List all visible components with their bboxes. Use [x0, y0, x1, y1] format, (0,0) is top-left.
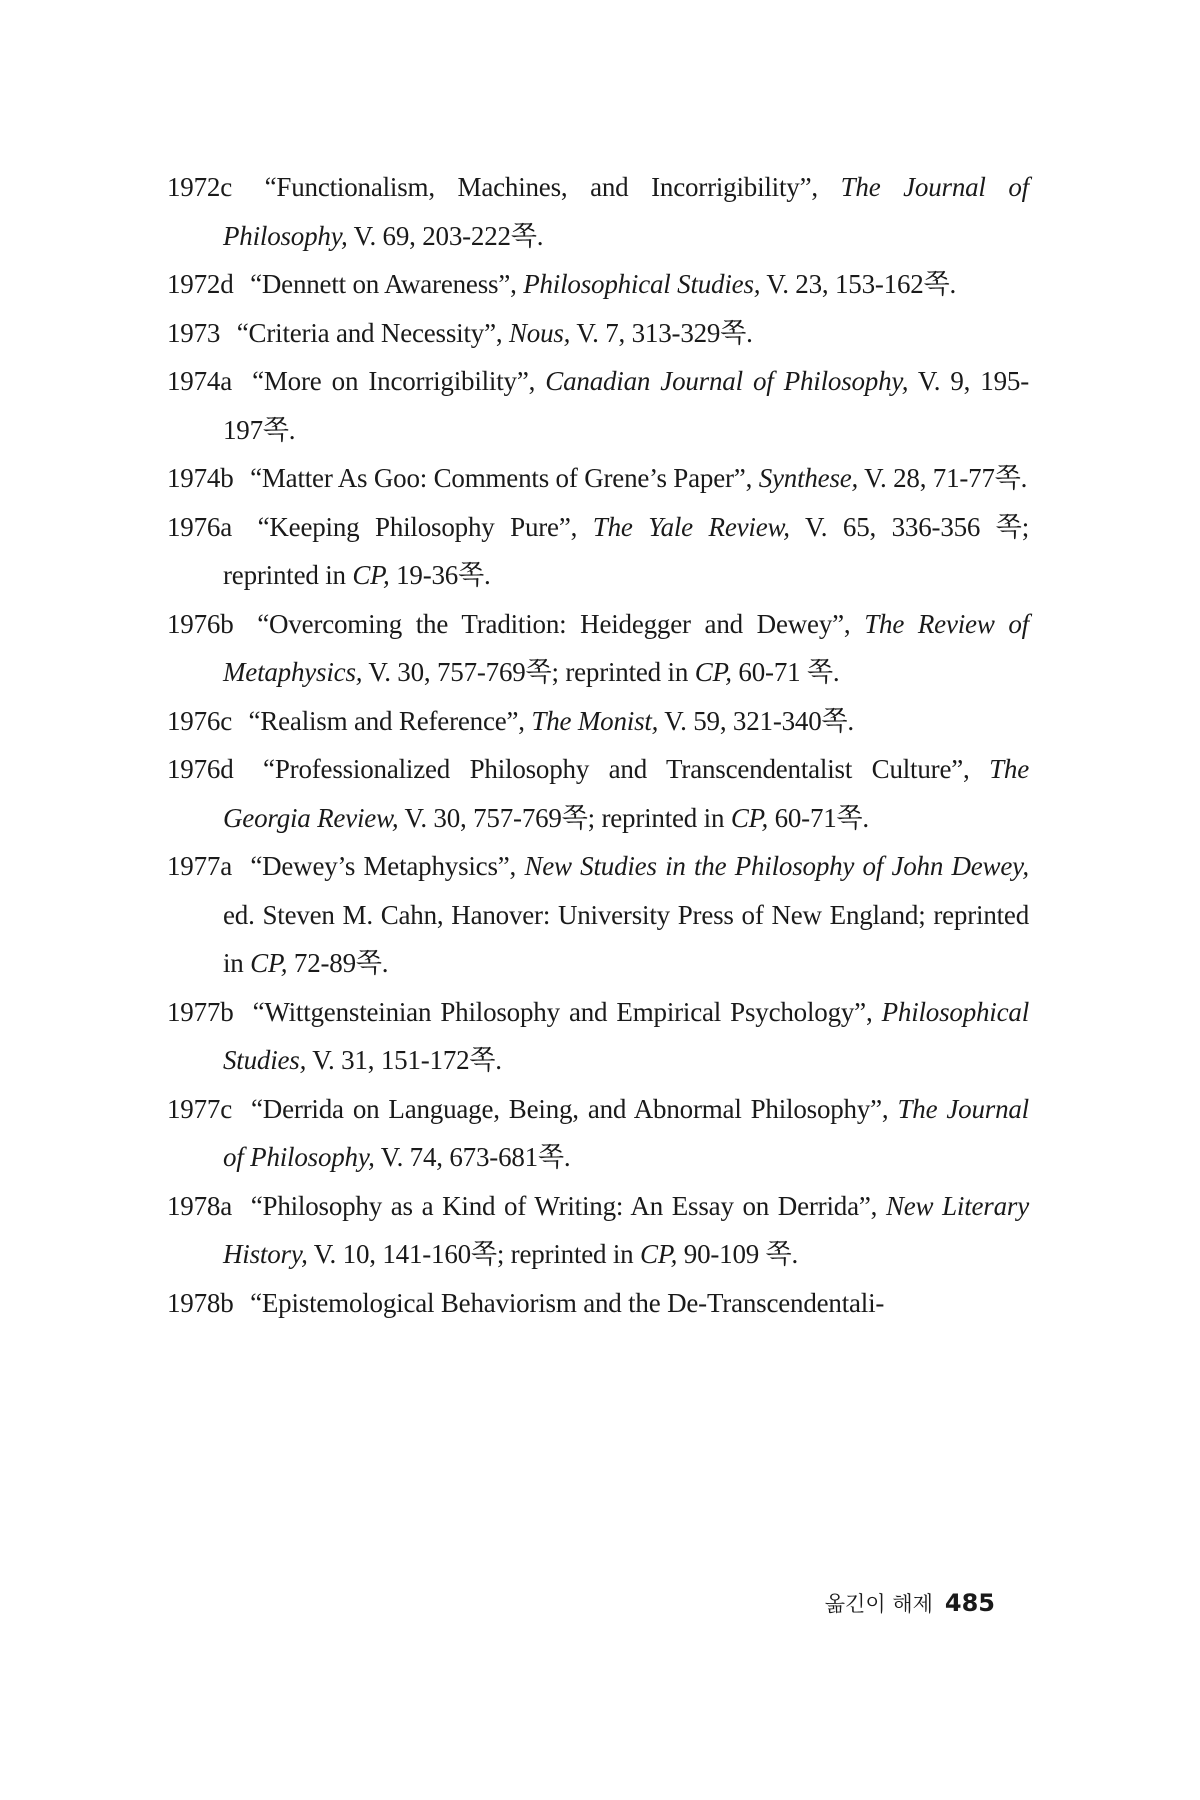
entry-journal: The Yale Review,	[592, 511, 790, 542]
entry-year: 1973	[167, 317, 221, 348]
entry-pages: 19-36쪽.	[396, 560, 491, 590]
entry-year: 1976a	[167, 511, 232, 542]
entry-journal: Philosophical Studies,	[523, 269, 761, 299]
entry-pages: 60-71쪽.	[774, 802, 869, 833]
bibliography-entry	[167, 842, 1029, 988]
entry-details: V. 69, 203-222쪽.	[353, 220, 544, 251]
entry-details: V. 65, 336-356 쪽; reprinted in	[223, 511, 1029, 590]
entry-details: V. 23, 153-162쪽.	[766, 269, 957, 299]
entry-journal: The Review of Metaphysics,	[223, 608, 1029, 687]
bibliography-entry	[167, 1182, 1029, 1279]
bibliography-entry	[167, 309, 1029, 358]
entry-journal: The Journal of Philosophy,	[223, 172, 1029, 251]
entry-title: “Epistemological Behaviorism and the De-Transcendentali-	[250, 1287, 885, 1318]
entry-year: 1972c	[167, 172, 232, 202]
entry-title: “Functionalism, Machines, and Incorrigibility”,	[264, 172, 818, 202]
entry-journal: New Studies in the Philosophy of John Dewey,	[524, 851, 1029, 881]
entry-year: 1978b	[167, 1287, 234, 1318]
entry-details: V. 28, 71-77쪽.	[864, 463, 1028, 493]
bibliography-entry	[167, 503, 1029, 600]
entry-title: “Professionalized Philosophy and Transcendentalist Culture”,	[263, 754, 970, 784]
bibliography-entry	[167, 988, 1029, 1085]
entry-journal: Synthese,	[758, 463, 859, 493]
entry-details: V. 30, 757-769쪽; reprinted in	[368, 657, 689, 687]
entry-cp-abbrev: CP,	[250, 948, 288, 978]
entry-pages: 72-89쪽.	[293, 948, 389, 978]
entry-journal: New Literary History,	[223, 1190, 1029, 1269]
entry-year: 1978a	[167, 1190, 232, 1221]
entry-journal: Philosophical Studies,	[223, 996, 1029, 1075]
entry-pages: 60-71 쪽.	[738, 657, 840, 687]
entry-title: “Overcoming the Tradition: Heidegger and Dewey”,	[257, 608, 851, 639]
entry-year: 1977a	[167, 851, 232, 881]
entry-year: 1974a	[167, 366, 232, 396]
bibliography-entry	[167, 1279, 1029, 1328]
bibliography-entry	[167, 745, 1029, 842]
entry-year: 1974b	[167, 463, 234, 493]
entry-title: “Dewey’s Metaphysics”,	[250, 851, 517, 881]
entry-year: 1977c	[167, 1093, 232, 1124]
entry-title: “Philosophy as a Kind of Writing: An Essay on Derrida”,	[250, 1190, 878, 1221]
entry-title: “Dennett on Awareness”,	[250, 269, 517, 299]
bibliography-entry	[167, 1085, 1029, 1182]
entry-year: 1976d	[167, 754, 234, 784]
bibliography-list	[167, 163, 1029, 1327]
entry-year: 1976b	[167, 608, 234, 639]
entry-title: “Matter As Goo: Comments of Grene’s Paper”,	[250, 463, 753, 493]
entry-cp-abbrev: CP,	[352, 560, 390, 590]
entry-journal: The Monist,	[531, 705, 659, 736]
bibliography-entry	[167, 600, 1029, 697]
page-number: 485	[944, 1589, 995, 1617]
running-footer-label: 옮긴이 해제	[824, 1592, 933, 1616]
entry-cp-abbrev: CP,	[640, 1239, 678, 1269]
entry-year: 1977b	[167, 996, 234, 1027]
entry-title: “More on Incorrigibility”,	[252, 366, 536, 396]
entry-journal: The Georgia Review,	[223, 754, 1030, 833]
entry-details: V. 9, 195-197쪽.	[223, 366, 1029, 445]
entry-title: “Derrida on Language, Being, and Abnormal Philosophy”,	[250, 1093, 889, 1124]
entry-title: “Keeping Philosophy Pure”,	[257, 511, 578, 542]
bibliography-entry	[167, 697, 1029, 746]
entry-details: ed. Steven M. Cahn, Hanover: University Press of New England; reprinted in	[223, 899, 1029, 978]
entry-details: V. 30, 757-769쪽; reprinted in	[404, 802, 725, 833]
bibliography-entry	[167, 454, 1029, 503]
entry-journal: Nous,	[508, 317, 571, 348]
entry-details: V. 7, 313-329쪽.	[576, 317, 753, 348]
entry-cp-abbrev: CP,	[694, 657, 732, 687]
entry-year: 1972d	[167, 269, 234, 299]
bibliography-entry	[167, 260, 1029, 309]
page-footer	[825, 1588, 995, 1618]
entry-details: V. 31, 151-172쪽.	[312, 1045, 502, 1075]
entry-pages: 90-109 쪽.	[683, 1239, 799, 1269]
entry-details: V. 59, 321-340쪽.	[664, 705, 854, 736]
entry-cp-abbrev: CP,	[730, 802, 768, 833]
entry-journal: Canadian Journal of Philosophy,	[545, 366, 909, 396]
bibliography-entry	[167, 357, 1029, 454]
entry-journal: The Journal of Philosophy,	[223, 1093, 1029, 1172]
entry-year: 1976c	[167, 705, 232, 736]
entry-title: “Realism and Reference”,	[248, 705, 525, 736]
bibliography-entry	[167, 163, 1029, 260]
entry-details: V. 74, 673-681쪽.	[380, 1142, 571, 1172]
entry-details: V. 10, 141-160쪽; reprinted in	[313, 1239, 634, 1269]
entry-title: “Criteria and Necessity”,	[236, 317, 503, 348]
entry-title: “Wittgensteinian Philosophy and Empirical Psychology”,	[252, 996, 873, 1027]
